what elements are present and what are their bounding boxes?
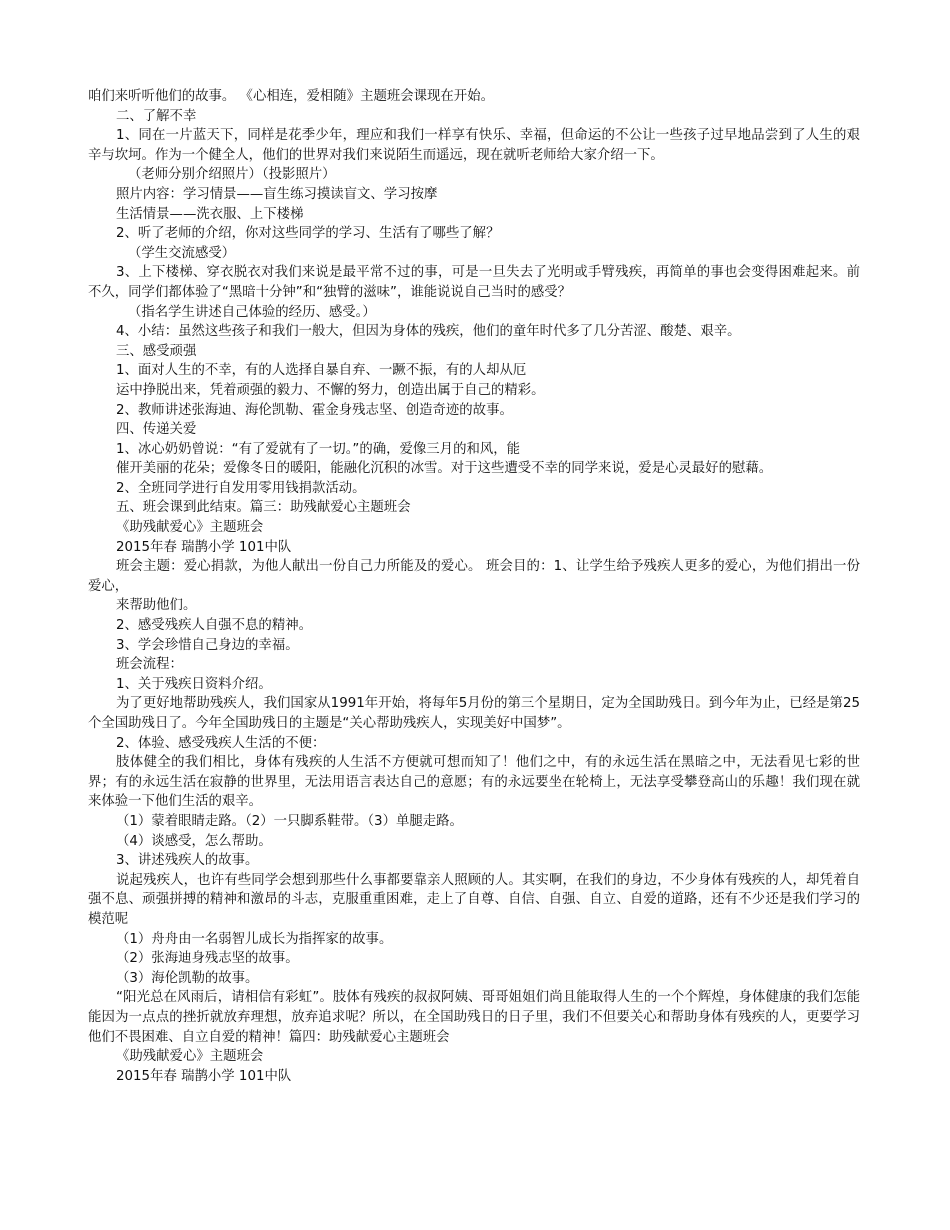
paragraph-36: （1）舟舟由一名弱智儿成长为指挥家的故事。 [116,931,393,947]
paragraph-8: （学生交流感受） [128,245,236,261]
paragraph-10: （指名学生讲述自己体验的经历、感受。） [128,304,376,320]
paragraph-27: 班会流程： [116,657,183,673]
paragraph-18: 催开美丽的花朵；爱像冬日的暖阳，能融化沉积的冰雪。对于这些遭受不幸的同学来说，爱是心灵最好的慰藉。 [116,461,773,477]
paragraph-28: 1、关于残疾日资料介绍。 [116,676,272,692]
paragraph-11: 4、小结：虽然这些孩子和我们一般大，但因为身体的残疾，他们的童年时代多了几分苦涩、酸楚、艰辛。 [116,324,741,340]
document-body [88,87,860,1086]
paragraph-2: 二、了解不幸 [116,108,197,124]
paragraph-1: 咱们来听听他们的故事。 《心相连，爱相随》主题班会课现在开始。 [88,89,494,104]
paragraph-40: 《助残献爱心》主题班会 [116,1049,264,1065]
paragraph-6: 生活情景——洗衣服、上下楼梯 [116,206,304,222]
paragraph-38: （3）海伦凯勒的故事。 [116,970,259,986]
paragraph-13: 1、面对人生的不幸，有的人选择自暴自弃、一蹶不振，有的人却从厄 [116,363,527,379]
paragraph-14: 运中挣脱出来，凭着顽强的毅力、不懈的努力，创造出属于自己的精彩。 [116,382,545,398]
paragraph-29: 为了更好地帮助残疾人，我们国家从1991年开始，将每年5月份的第三个星期日，定为全国助残日。到今年为止，已经是第25个全国助残日了。今年全国助残日的主题是“关心帮助残疾人，实现美好中国梦”。 [88,696,860,731]
paragraph-34: 3、讲述残疾人的故事。 [116,853,259,869]
paragraph-3: 1、同在一片蓝天下，同样是花季少年，理应和我们一样享有快乐、幸福，但命运的不公让一些孩子过早地品尝到了人生的艰辛与坎坷。作为一个健全人，他们的世界对我们来说陌生而遥远，现在就听老师给大家介绍一下。 [88,128,860,163]
paragraph-41: 2015年春 瑞鹊小学 101中队 [116,1068,292,1084]
paragraph-33: （4）谈感受，怎么帮助。 [116,833,272,849]
paragraph-19: 2、全班同学进行自发用零用钱捐款活动。 [116,480,366,496]
paragraph-9: 3、上下楼梯、穿衣脱衣对我们来说是最平常不过的事，可是一旦失去了光明或手臂残疾，再简单的事也会变得困难起来。前不久，同学们都体验了“黑暗十分钟”和“独臂的滋味”，谁能说说自己当时的感受？ [88,265,860,300]
paragraph-5: 照片内容：学习情景——盲生练习摸读盲文、学习按摩 [116,186,438,202]
paragraph-21: 《助残献爱心》主题班会 [116,520,264,536]
paragraph-31: 肢体健全的我们相比，身体有残疾的人生活不方便就可想而知了！他们之中，有的永远生活在黑暗之中，无法看见七彩的世界；有的永远生活在寂静的世界里，无法用语言表达自己的意愿；有的永远要坐在轮椅上，无法享受攀登高山的乐趣！我们现在就来体验一下他们生活的艰辛。 [88,755,860,810]
paragraph-30: 2、体验、感受残疾人生活的不便： [116,735,326,751]
paragraph-7: 2、听了老师的介绍，你对这些同学的学习、生活有了哪些了解？ [116,226,500,242]
paragraph-23: 班会主题：爱心捐款，为他人献出一份自己力所能及的爱心。 班会目的：1、让学生给予残疾人更多的爱心，为他们捐出一份爱心， [88,559,860,594]
paragraph-35: 说起残疾人，也许有些同学会想到那些什么事都要靠亲人照顾的人。其实啊，在我们的身边，不少身体有残疾的人，却凭着自强不息、顽强拼搏的精神和激昂的斗志，克服重重困难，走上了自尊、自信、自强、自立、自爱的道路，还有不少还是我们学习的模范呢 [88,872,860,927]
paragraph-25: 2、感受残疾人自强不息的精神。 [116,618,312,634]
paragraph-4: （老师分别介绍照片）（投影照片） [128,167,336,183]
paragraph-32: （1）蒙着眼睛走路。（2）一只脚系鞋带。（3）单腿走路。 [116,813,463,829]
paragraph-37: （2）张海迪身残志坚的故事。 [116,951,299,967]
paragraph-20: 五、班会课到此结束。篇三：助残献爱心主题班会 [116,500,411,516]
paragraph-39: “阳光总在风雨后，请相信有彩虹”。肢体有残疾的叔叔阿姨、哥哥姐姐们尚且能取得人生的一个个辉煌，身体健康的我们怎能能因为一点点的挫折就放弃理想，放弃追求呢？所以，在全国助残日的日子里，我们不但要关心和帮助身体有残疾的人，更要学习他们不畏困难、自立自爱的精神！篇四：助残献爱心主题班会 [88,990,860,1045]
paragraph-17: 1、冰心奶奶曾说：“有了爱就有了一切。”的确，爱像三月的和风，能 [116,441,521,457]
paragraph-22: 2015年春 瑞鹊小学 101中队 [116,539,292,555]
paragraph-26: 3、学会珍惜自己身边的幸福。 [116,637,299,653]
paragraph-16: 四、传递关爱 [116,422,197,438]
paragraph-24: 来帮助他们。 [116,598,197,614]
paragraph-12: 三、感受顽强 [116,343,197,359]
paragraph-15: 2、教师讲述张海迪、海伦凯勒、霍金身残志坚、创造奇迹的故事。 [116,402,513,418]
